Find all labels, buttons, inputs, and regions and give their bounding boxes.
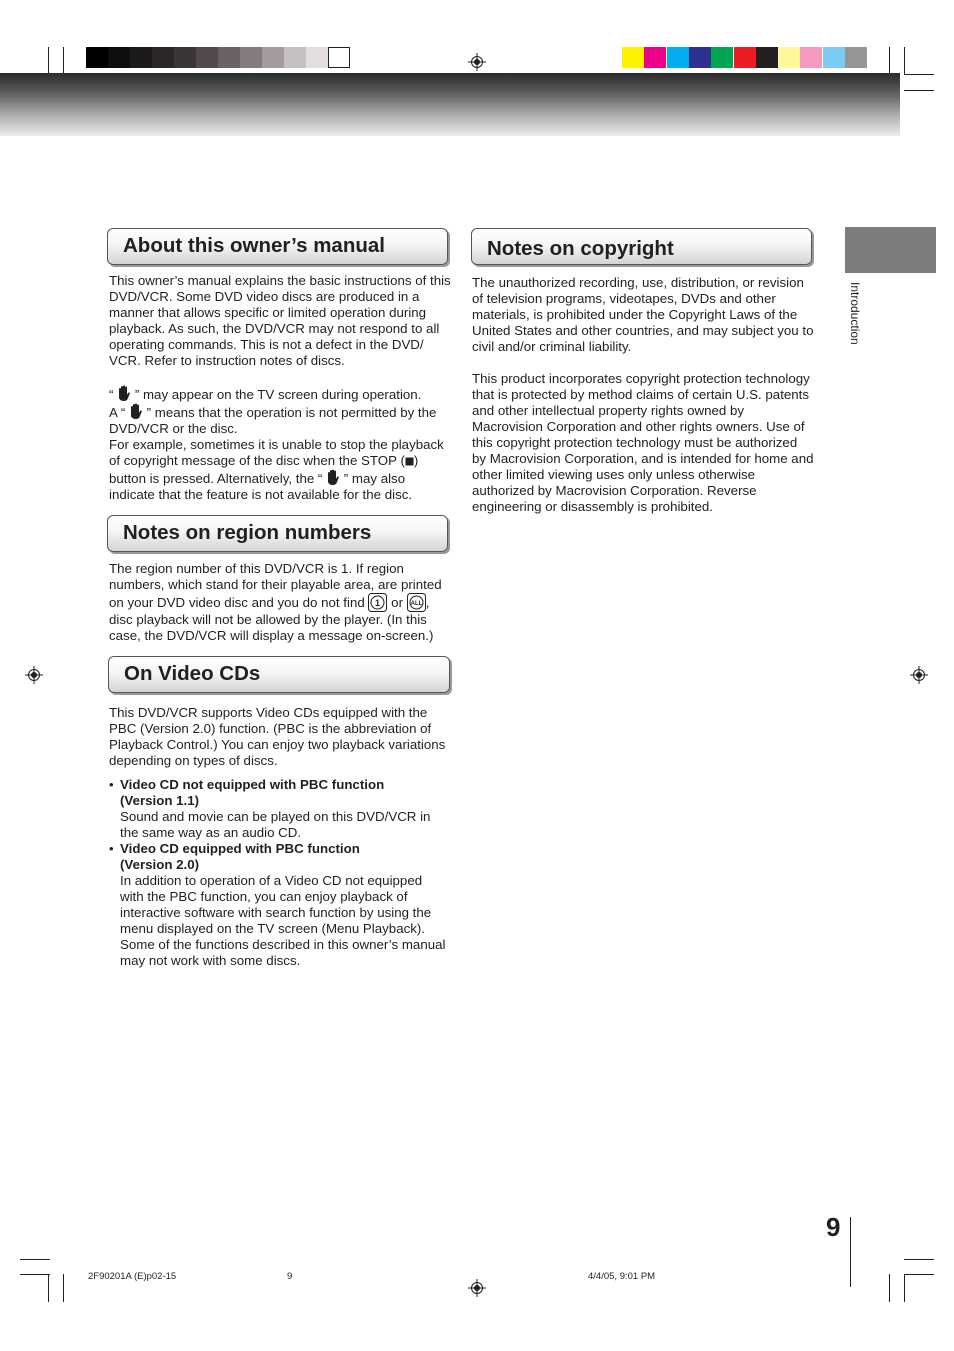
region-all-label: ALL <box>410 601 423 607</box>
video-cds-heading <box>108 656 450 693</box>
color-swatch <box>689 47 711 68</box>
text-fragment: The region number of this DVD/VCR is 1. If region numbers, which stand for their playable area, are printed on your DVD video disc and you do not find <box>109 561 442 610</box>
color-swatch <box>823 47 845 68</box>
registration-mark-icon <box>910 666 928 684</box>
about-manual-title: About this owner’s manual <box>123 234 385 257</box>
registration-mark-icon <box>468 1279 486 1297</box>
gray-swatch <box>218 47 240 68</box>
color-swatch <box>644 47 666 68</box>
text-fragment: ” may also indicate that the feature is not available for the disc. <box>109 471 413 502</box>
color-swatch <box>622 47 644 68</box>
region-numbers-body <box>109 561 453 644</box>
text-fragment: ) button is pressed. Alternatively, the “ <box>109 453 419 486</box>
bullet-icon: • <box>109 777 114 792</box>
registration-mark-icon <box>25 666 43 684</box>
region-1-globe-icon <box>368 593 387 612</box>
gray-swatch <box>174 47 196 68</box>
crop-mark <box>904 1274 905 1302</box>
crop-mark <box>904 1274 934 1275</box>
footer-page: 9 <box>287 1271 293 1282</box>
gray-swatch <box>86 47 108 68</box>
color-swatch <box>711 47 733 68</box>
crop-mark <box>20 1259 50 1260</box>
region-1-label: 1 <box>375 598 381 608</box>
stop-square-icon <box>405 457 414 466</box>
prohibited-hand-icon <box>326 469 340 486</box>
copyright-para: The unauthorized recording, use, distribution, or revision of television programs, videotapes, DVDs and other materials, is prohibited under the Copyright Laws of the United States and other countries, and may subject you to civil and/or criminal liability. <box>472 275 814 354</box>
prohibited-hand-icon <box>129 403 143 420</box>
page-number: 9 <box>826 1212 841 1242</box>
gray-swatch <box>108 47 130 68</box>
list-item-text: In addition to operation of a Video CD not equipped with the PBC function, you can enjoy playback of interactive software with search function by using the menu displayed on the TV screen (Menu Playback). Some of the functions described in this owner’s manual may not work with some discs. <box>120 873 446 968</box>
gray-swatch <box>130 47 152 68</box>
crop-mark <box>904 74 934 75</box>
crop-mark <box>48 47 49 75</box>
copyright-para: This product incorporates copyright protection technology that is protected by method claims of certain U.S. patents and other intellectual property rights owned by Macrovision Corporation and other rights owners. Use of this copyright protection technology must be authorized by Macrovision Corporation, and is intended for home and other limited viewing uses only unless otherwise authorized by Macrovision Corporation. Reverse engineering or disassembly is prohibited. <box>472 371 814 514</box>
crop-mark <box>63 1274 64 1302</box>
gray-swatch <box>240 47 262 68</box>
video-cds-para: This DVD/VCR supports Video CDs equipped with the PBC (Version 2.0) function. (PBC is the abbreviation of Playback Control.) You can enjoy two playback variations depending on types of discs. <box>109 705 446 768</box>
gray-swatch <box>284 47 306 68</box>
crop-mark <box>48 1274 49 1302</box>
about-manual-para <box>109 437 451 503</box>
gray-swatch <box>328 47 350 68</box>
region-numbers-title: Notes on region numbers <box>123 521 372 544</box>
section-tab <box>845 227 936 273</box>
about-manual-body <box>109 273 451 503</box>
list-item-title: Video CD not equipped with PBC function (Version 1.1) <box>120 777 385 808</box>
copyright-heading <box>471 228 812 265</box>
text-fragment: ” means that the operation is not permitted by the DVD/VCR or the disc. <box>109 405 437 436</box>
color-swatch <box>756 47 778 68</box>
gray-swatch <box>152 47 174 68</box>
crop-mark <box>889 47 890 75</box>
divider <box>850 1217 851 1287</box>
text-fragment: For example, sometimes it is unable to stop the playback of copyright message of the disc when the STOP ( <box>109 437 444 468</box>
about-manual-para <box>109 403 451 437</box>
crop-mark <box>904 1259 934 1260</box>
footer-timestamp: 4/4/05, 9:01 PM <box>588 1271 656 1282</box>
crop-mark <box>904 90 934 91</box>
gray-swatch <box>306 47 328 68</box>
region-all-globe-icon <box>407 593 426 612</box>
registration-mark-icon <box>468 53 486 71</box>
text-fragment: , disc playback will not be allowed by the player. (In this case, the DVD/VCR will display a message on-screen.) <box>109 595 434 643</box>
copyright-title: Notes on copyright <box>487 237 674 260</box>
text-fragment: A “ <box>109 405 126 420</box>
text-fragment: “ <box>109 387 114 402</box>
crop-mark <box>20 1274 50 1275</box>
text-fragment: or <box>391 595 403 610</box>
color-swatch <box>800 47 822 68</box>
bullet-icon: • <box>109 841 114 856</box>
footer-file-code: 2F90201A (E)p02-15 <box>88 1271 177 1282</box>
gray-swatch <box>262 47 284 68</box>
about-manual-para: This owner’s manual explains the basic instructions of this DVD/VCR. Some DVD video discs are produced in a manner that allows specific or limited operation during playback. As such, the DVD/VCR may not respond to all operating commands. This is not a defect in the DVD/ VCR. Refer to instruction notes of discs. <box>109 273 451 368</box>
prohibited-hand-icon <box>117 385 131 402</box>
region-numbers-heading <box>107 515 448 552</box>
list-item-title: Video CD equipped with PBC function (Version 2.0) <box>120 841 360 872</box>
crop-mark <box>904 47 905 75</box>
header-band <box>0 73 900 136</box>
copyright-body <box>472 275 814 515</box>
gray-swatch <box>196 47 218 68</box>
region-numbers-para <box>109 561 453 644</box>
crop-mark <box>889 1274 890 1302</box>
list-item-text: Sound and movie can be played on this DVD/VCR in the same way as an audio CD. <box>120 809 431 840</box>
section-tab-label: Introduction <box>848 282 862 345</box>
list-item <box>109 777 447 841</box>
color-swatch <box>734 47 756 68</box>
color-swatch <box>667 47 689 68</box>
list-item <box>109 841 447 969</box>
text-fragment: ” may appear on the TV screen during operation. <box>134 387 422 402</box>
crop-mark <box>63 47 64 75</box>
about-manual-heading <box>107 228 448 265</box>
about-manual-para <box>109 385 451 403</box>
color-swatch <box>845 47 867 68</box>
color-swatch <box>778 47 800 68</box>
video-cds-title: On Video CDs <box>124 662 261 685</box>
video-cds-body <box>109 705 447 969</box>
